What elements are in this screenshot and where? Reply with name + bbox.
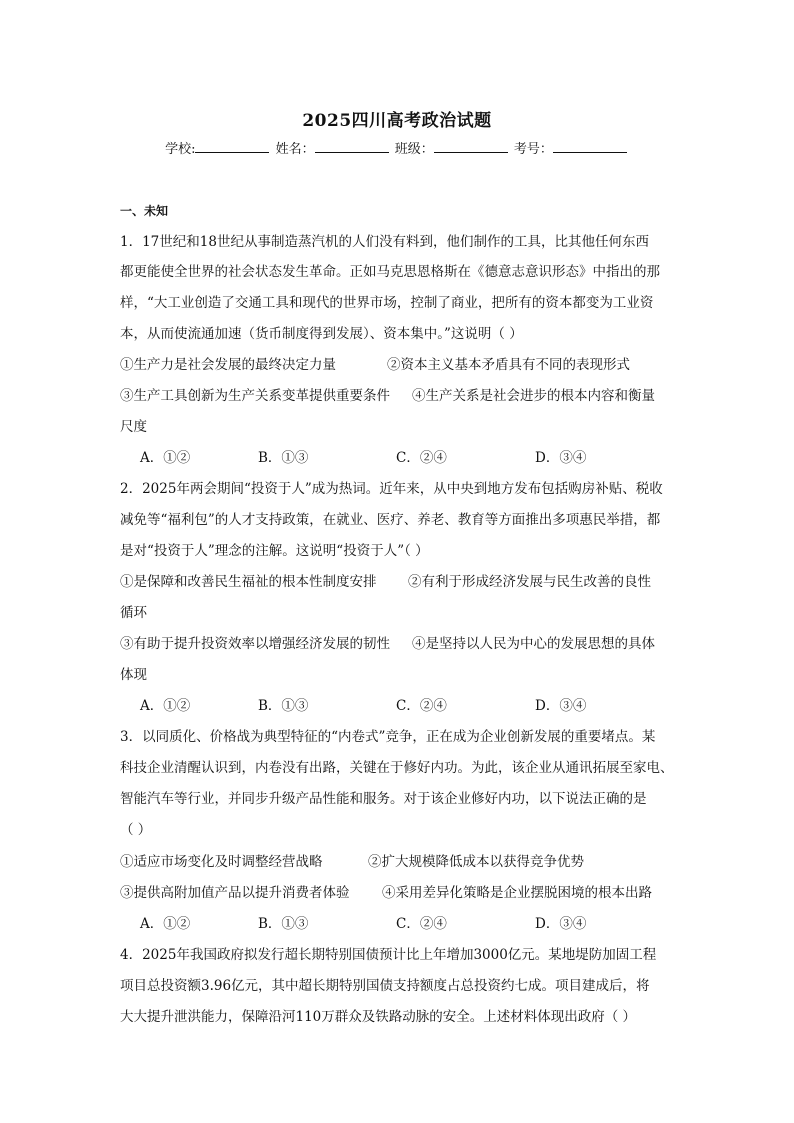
q2-stem-line: 2．2025年两会期间“投资于人”成为热词。近年来，从中央到地方发布包括购房补贴、税收 (120, 481, 663, 497)
student-info-row (0, 138, 794, 157)
q2-stem-line: 是对“投资于人”理念的注解。这说明“投资于人”（ ） (120, 543, 429, 559)
q2-option-b[interactable]: B．①③ (258, 698, 309, 714)
name-blank (315, 140, 389, 153)
q3-stem-line: （ ） (120, 822, 152, 838)
page-title: 2025四川高考政治试题 (302, 111, 492, 131)
q3-statement-4: ④采用差异化策略是企业摆脱困境的根本出路 (382, 885, 652, 901)
q1-option-b[interactable]: B．①③ (258, 450, 309, 466)
school-label: 学校: (165, 142, 196, 157)
q1-statement-4-cont: 尺度 (120, 419, 147, 435)
q4-stem-line: 项目总投资额3.96亿元，其中超长期特别国债支持额度占总投资约七成。项目建成后，将 (120, 978, 650, 994)
q2-stem-line: 减免等“福利包”的人才支持政策，在就业、医疗、养老、教育等方面推出多项惠民举措，都 (120, 512, 661, 528)
q2-statement-3: ③有助于提升投资效率以增强经济发展的韧性 (120, 636, 390, 652)
q1-option-d[interactable]: D．③④ (535, 450, 587, 466)
q3-statement-3: ③提供高附加值产品以提升消费者体验 (120, 885, 350, 901)
q1-statement-3: ③生产工具创新为生产关系变革提供重要条件 (120, 388, 390, 404)
q1-stem-line: 1．17世纪和18世纪从事制造蒸汽机的人们没有料到，他们制作的工具，比其他任何东西 (120, 234, 649, 250)
q4-stem-line: 大大提升泄洪能力，保障沿河110万群众及铁路动脉的安全。上述材料体现出政府（ ） (120, 1009, 637, 1025)
q1-option-a[interactable]: A．①② (140, 450, 191, 466)
exam-number-blank (553, 140, 627, 153)
q2-option-c[interactable]: C．②④ (396, 698, 447, 714)
class-label: 班级： (394, 142, 434, 157)
q2-option-a[interactable]: A．①② (140, 698, 191, 714)
q3-option-a[interactable]: A．①② (140, 916, 191, 932)
school-blank (195, 140, 269, 153)
q2-statement-2: ②有利于形成经济发展与民生改善的良性 (408, 574, 651, 590)
q3-option-c[interactable]: C．②④ (396, 916, 447, 932)
q1-stem-line: 都更能使全世界的社会状态发生革命。正如马克思恩格斯在《德意志意识形态》中指出的那 (120, 264, 660, 280)
q2-statement-4-cont: 体现 (120, 667, 147, 683)
section-title: 一、未知 (120, 204, 169, 218)
q2-statement-1: ①是保障和改善民生福祉的根本性制度安排 (120, 574, 377, 590)
q3-statement-2: ②扩大规模降低成本以获得竞争优势 (368, 854, 584, 870)
name-label: 姓名： (275, 142, 315, 157)
q4-stem-line: 4．2025年我国政府拟发行超长期特别国债预计比上年增加3000亿元。某地堤防加固工程 (120, 947, 657, 963)
exam-number-label: 考号： (513, 142, 553, 157)
q1-statement-1: ①生产力是社会发展的最终决定力量 (120, 357, 336, 373)
q2-option-d[interactable]: D．③④ (535, 698, 587, 714)
q2-statement-4: ④是坚持以人民为中心的发展思想的具体 (412, 636, 655, 652)
q3-option-d[interactable]: D．③④ (535, 916, 587, 932)
q1-option-c[interactable]: C．②④ (396, 450, 447, 466)
q3-option-b[interactable]: B．①③ (258, 916, 309, 932)
q3-stem-line: 科技企业清醒认识到，内卷没有出路，关键在于修好内功。为此，该企业从通讯拓展至家电、 (120, 760, 674, 776)
q3-stem-line: 3．以同质化、价格战为典型特征的“内卷式”竞争，正在成为企业创新发展的重要堵点。某 (120, 729, 656, 745)
q3-statement-1: ①适应市场变化及时调整经营战略 (120, 854, 323, 870)
q1-stem-line: 本，从而使流通加速（货币制度得到发展）、资本集中。”这说明（ ） (120, 326, 523, 342)
q2-statement-2-cont: 循环 (120, 605, 147, 621)
q1-stem-line: 样，“大工业创造了交通工具和现代的世界市场，控制了商业，把所有的资本都变为工业资 (120, 295, 654, 311)
q3-stem-line: 智能汽车等行业，并同步升级产品性能和服务。对于该企业修好内功，以下说法正确的是 (120, 791, 647, 807)
class-blank (434, 140, 508, 153)
q1-statement-2: ②资本主义基本矛盾具有不同的表现形式 (387, 357, 630, 373)
q1-statement-4: ④生产关系是社会进步的根本内容和衡量 (412, 388, 655, 404)
